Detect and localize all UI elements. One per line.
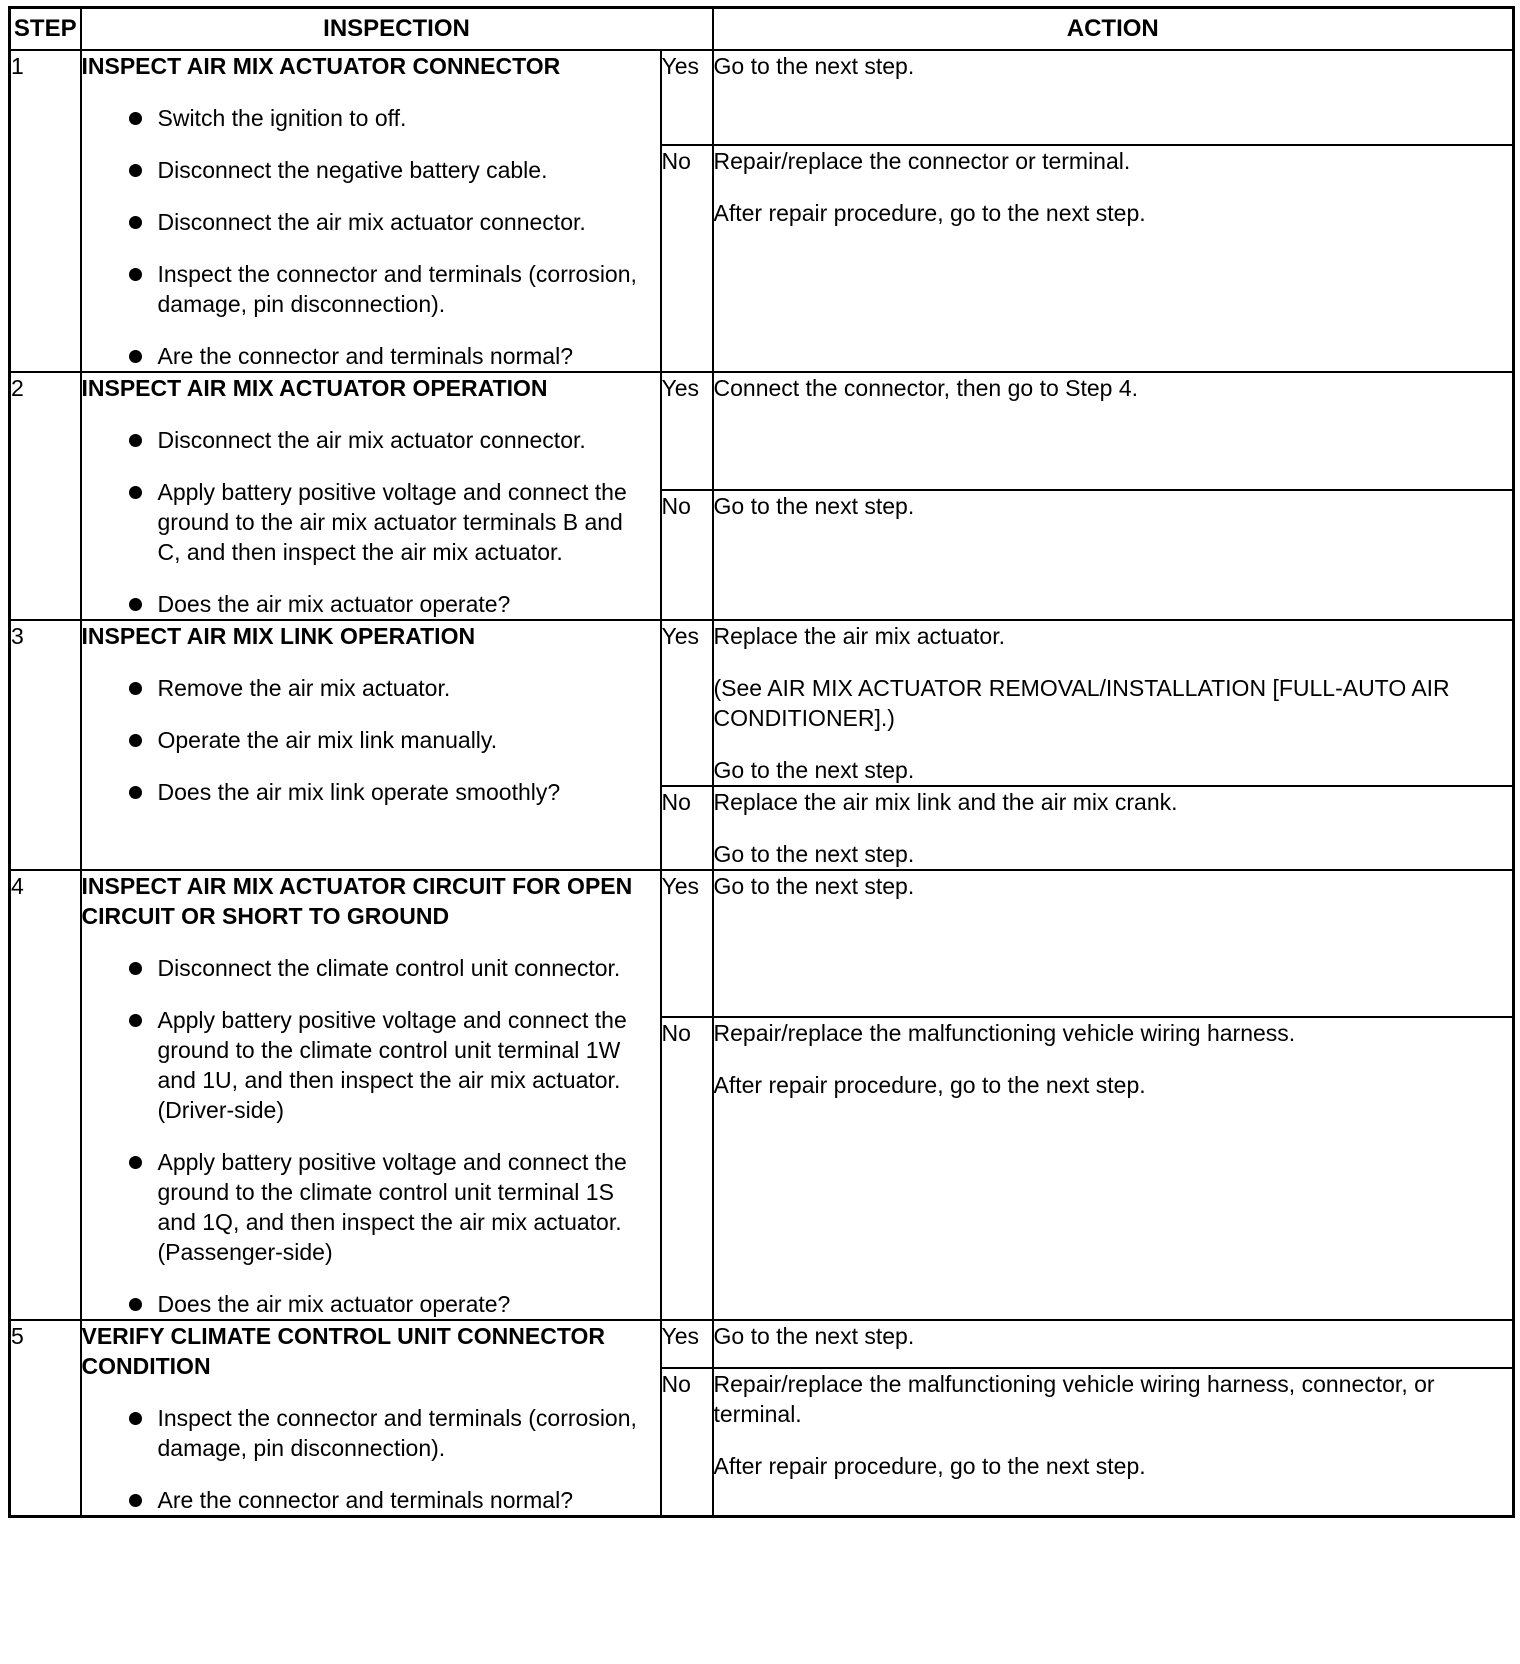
bullet-icon — [129, 434, 142, 447]
inspection-title: VERIFY CLIMATE CONTROL UNIT CONNECTOR CONDITION — [81, 1323, 605, 1379]
no-label: No — [661, 145, 713, 372]
no-label: No — [661, 786, 713, 870]
bullet-icon — [129, 1494, 142, 1507]
bullet-icon — [129, 786, 142, 799]
inspection-title: INSPECT AIR MIX ACTUATOR CONNECTOR — [81, 53, 561, 79]
procedure-table — [8, 6, 1515, 1518]
step-number: 2 — [10, 372, 81, 620]
step-number: 5 — [10, 1320, 81, 1517]
yes-action: Go to the next step. — [713, 50, 1514, 145]
steps-body — [10, 50, 1514, 1517]
yes-label: Yes — [661, 372, 713, 490]
bullet-item: Are the connector and terminals normal? — [82, 1485, 660, 1515]
no-label: No — [661, 490, 713, 620]
no-label: No — [661, 1017, 713, 1320]
bullet-item: Apply battery positive voltage and connect the ground to the climate control unit terminal 1S and 1Q, and then inspect the air mix actuator. (Passenger-side) — [82, 1147, 660, 1267]
step-column-header: STEP — [10, 8, 81, 51]
bullet-icon — [129, 350, 142, 363]
bullet-item: Are the connector and terminals normal? — [82, 341, 660, 371]
bullet-icon — [129, 682, 142, 695]
bullet-icon — [129, 962, 142, 975]
inspection-bullets — [82, 673, 660, 807]
yes-label: Yes — [661, 1320, 713, 1368]
step-row-yes — [10, 1320, 1514, 1368]
inspection-bullets — [82, 103, 660, 371]
bullet-icon — [129, 486, 142, 499]
bullet-icon — [129, 1298, 142, 1311]
no-action: Go to the next step. — [713, 490, 1514, 620]
inspection-title: INSPECT AIR MIX ACTUATOR CIRCUIT FOR OPEN CIRCUIT OR SHORT TO GROUND — [81, 873, 633, 929]
bullet-item: Apply battery positive voltage and connect the ground to the air mix actuator terminals B and C, and then inspect the air mix actuator. — [82, 477, 660, 567]
inspection-title: INSPECT AIR MIX ACTUATOR OPERATION — [81, 375, 548, 401]
inspection-title: INSPECT AIR MIX LINK OPERATION — [81, 623, 476, 649]
bullet-item: Disconnect the climate control unit connector. — [82, 953, 660, 983]
no-action: Repair/replace the malfunctioning vehicle wiring harness. After repair procedure, go to the next step. — [713, 1017, 1514, 1320]
bullet-icon — [129, 1412, 142, 1425]
bullet-icon — [129, 734, 142, 747]
inspection-cell — [81, 620, 661, 870]
bullet-icon — [129, 216, 142, 229]
inspection-bullets — [82, 1403, 660, 1515]
yes-label: Yes — [661, 870, 713, 1017]
bullet-item: Disconnect the air mix actuator connector. — [82, 207, 660, 237]
bullet-item: Does the air mix actuator operate? — [82, 589, 660, 619]
bullet-item: Operate the air mix link manually. — [82, 725, 660, 755]
bullet-item: Disconnect the air mix actuator connector. — [82, 425, 660, 455]
step-row-yes — [10, 50, 1514, 145]
no-label: No — [661, 1368, 713, 1517]
inspection-bullets — [82, 953, 660, 1319]
step-number: 1 — [10, 50, 81, 372]
bullet-item: Disconnect the negative battery cable. — [82, 155, 660, 185]
bullet-icon — [129, 164, 142, 177]
bullet-item: Does the air mix link operate smoothly? — [82, 777, 660, 807]
bullet-item: Switch the ignition to off. — [82, 103, 660, 133]
header-row — [10, 8, 1514, 51]
inspection-bullets — [82, 425, 660, 619]
yes-action: Connect the connector, then go to Step 4. — [713, 372, 1514, 490]
bullet-icon — [129, 1014, 142, 1027]
step-row-yes — [10, 372, 1514, 490]
bullet-icon — [129, 1156, 142, 1169]
yes-action: Go to the next step. — [713, 870, 1514, 1017]
bullet-icon — [129, 112, 142, 125]
bullet-item: Inspect the connector and terminals (corrosion, damage, pin disconnection). — [82, 259, 660, 319]
bullet-item: Inspect the connector and terminals (corrosion, damage, pin disconnection). — [82, 1403, 660, 1463]
bullet-icon — [129, 598, 142, 611]
bullet-item: Remove the air mix actuator. — [82, 673, 660, 703]
step-row-yes — [10, 870, 1514, 1017]
step-number: 3 — [10, 620, 81, 870]
no-action: Replace the air mix link and the air mix crank. Go to the next step. — [713, 786, 1514, 870]
bullet-icon — [129, 268, 142, 281]
inspection-cell — [81, 50, 661, 372]
action-column-header: ACTION — [713, 8, 1514, 51]
yes-label: Yes — [661, 50, 713, 145]
no-action: Repair/replace the malfunctioning vehicle wiring harness, connector, or terminal. After repair procedure, go to the next step. — [713, 1368, 1514, 1517]
inspection-cell — [81, 372, 661, 620]
yes-action: Go to the next step. — [713, 1320, 1514, 1368]
inspection-cell — [81, 870, 661, 1320]
yes-label: Yes — [661, 620, 713, 786]
bullet-item: Apply battery positive voltage and connect the ground to the climate control unit terminal 1W and 1U, and then inspect the air mix actuator. (Driver-side) — [82, 1005, 660, 1125]
step-number: 4 — [10, 870, 81, 1320]
no-action: Repair/replace the connector or terminal. After repair procedure, go to the next step. — [713, 145, 1514, 372]
step-row-yes — [10, 620, 1514, 786]
bullet-item: Does the air mix actuator operate? — [82, 1289, 660, 1319]
yes-action: Replace the air mix actuator. (See AIR MIX ACTUATOR REMOVAL/INSTALLATION [FULL-AUTO AIR CONDITIONER].) Go to the next step. — [713, 620, 1514, 786]
inspection-cell — [81, 1320, 661, 1517]
inspection-column-header: INSPECTION — [81, 8, 713, 51]
